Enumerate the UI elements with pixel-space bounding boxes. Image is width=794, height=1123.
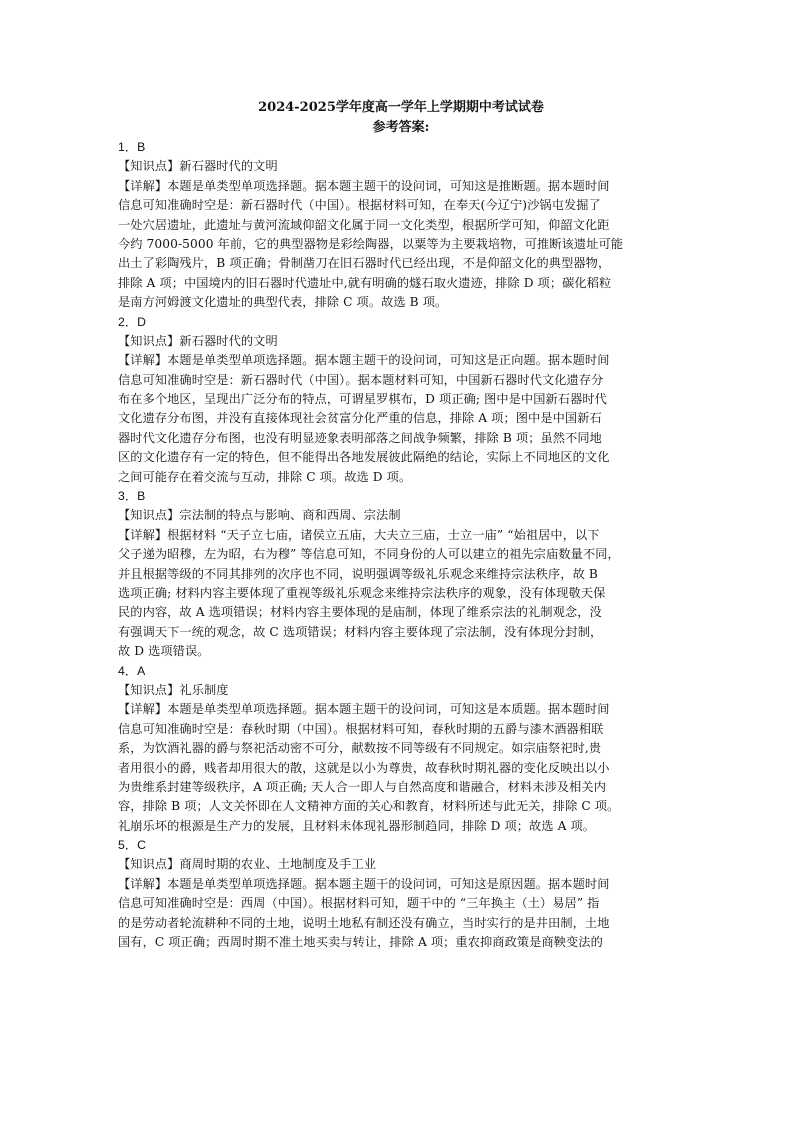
explanation-line: 父子递为昭穆，左为昭，右为穆” 等信息可知，不同身份的人可以建立的祖先宗庙数量不同， xyxy=(118,547,620,562)
explanation-line: 信息可知准确时空是：新石器时代（中国）。根据材料可知，在奉天(今辽宁)沙锅屯发掘了 xyxy=(118,198,601,213)
answer-subtitle: 参考答案: xyxy=(372,120,430,135)
explanation-line: 信息可知准确时空是：新石器时代（中国）。据本题材料可知，中国新石器时代文化遗存分 xyxy=(118,372,604,387)
explanation-line: 排除 A 项；中国境内的旧石器时代遗址中,就有明确的燧石取火遗迹，排除 D 项；碳化稻粒 xyxy=(118,275,612,290)
explanation-line: 为贵维系封建等级秩序，A 项正确; 天人合一即人与自然高度和谐融合，材料未涉及相关内 xyxy=(118,779,606,794)
explanation-line: 的是劳动者轮流耕种不同的土地，说明土地私有制还没有确立，当时实行的是井田制，土地 xyxy=(118,915,610,930)
explanation-line: 出土了彩陶残片，B 项正确；骨制凿刀在旧石器时代已经出现，不是仰韶文化的典型器物， xyxy=(118,256,611,271)
answer-item xyxy=(118,836,684,952)
explanation-line: 器时代文化遗存分布图，也没有明显迹象表明部落之间战争频繁，排除 B 项；虽然不同地 xyxy=(118,430,602,445)
explanation-line: 布在多个地区，呈现出广泛分布的特点，可谓星罗棋布，D 项正确; 图中是中国新石器时代 xyxy=(118,392,607,407)
answer-number: 4．A xyxy=(118,663,146,678)
explanation-line: 信息可知准确时空是：春秋时期（中国）。根据材料可知，春秋时期的五爵与漆木酒器相联 xyxy=(118,721,604,736)
answer-item xyxy=(118,487,684,662)
explanation-line: 礼崩乐坏的根源是生产力的发展，且材料未体现礼器形制趋同，排除 D 项；故选 A 项。 xyxy=(118,818,596,833)
explanation-line: 系，为饮酒礼器的爵与祭祀活动密不可分，献数按不同等级有不同规定。如宗庙祭祀时,贵 xyxy=(118,741,602,756)
answer-item xyxy=(118,313,684,488)
explanation-line: 容，排除 B 项；人文关怀即在人文精神方面的关心和教育，材料所述与此无关，排除 C 项。 xyxy=(118,799,620,814)
explanation-line: 并且根据等级的不同其排列的次序也不同，说明强调等级礼乐观念来维持宗法秩序，故 B xyxy=(118,566,598,581)
explanation-line: 区的文化遗存有一定的特色，但不能得出各地发展彼此隔绝的结论，实际上不同地区的文化 xyxy=(118,450,610,465)
explanation-line: 【详解】本题是单类型单项选择题。据本题主题干的设问词，可知这是正向题。据本题时间 xyxy=(118,353,610,368)
explanation-line: 有强调天下一统的观念，故 C 选项错误；材料内容主要体现了宗法制，没有体现分封制， xyxy=(118,624,603,639)
explanation-line: 【详解】本题是单类型单项选择题。据本题主题干的设问词，可知这是本质题。据本题时间 xyxy=(118,702,610,717)
knowledge-point: 【知识点】礼乐制度 xyxy=(118,682,229,697)
explanation-line: 选项正确; 材料内容主要体现了重视等级礼乐观念来维持宗法秩序的观象，没有体现敬天保 xyxy=(118,585,606,600)
answer-number: 1．B xyxy=(118,140,146,154)
explanation-line: 民的内容，故 A 选项错误；材料内容主要体现的是庙制，体现了维系宗法的礼制观念，没 xyxy=(118,605,602,620)
explanation-line: 【详解】本题是单类型单项选择题。据本题主题干的设问词，可知这是原因题。据本题时间 xyxy=(118,876,610,891)
explanation-line: 之间可能存在着交流与互动，排除 C 项。故选 D 项。 xyxy=(118,469,412,484)
explanation-line: 国有，C 项正确；西周时期不准土地买卖与转让，排除 A 项；重农抑商政策是商鞅变法的 xyxy=(118,935,603,950)
answer-number: 3．B xyxy=(118,489,146,504)
knowledge-point: 【知识点】新石器时代的文明 xyxy=(118,333,278,348)
explanation-line: 者用很小的爵，贱者却用很大的散，这就是以小为尊贵，故春秋时期礼器的变化反映出以小 xyxy=(118,760,610,775)
explanation-line: 文化遗存分布图，并没有直接体现社会贫富分化严重的信息，排除 A 项；图中是中国新石 xyxy=(118,411,602,426)
answer-sheet-page xyxy=(118,98,684,952)
explanation-line: 今约 7000-5000 年前，它的典型器物是彩绘陶器，以粟等为主要栽培物，可推断该遗址可能 xyxy=(118,236,624,251)
explanation-line: 一处穴居遗址，此遗址与黄河流域仰韶文化属于同一文化类型，根据所学可知，仰韶文化距 xyxy=(118,217,610,232)
knowledge-point: 【知识点】商周时期的农业、土地制度及手工业 xyxy=(118,857,377,872)
knowledge-point: 【知识点】宗法制的特点与影响、商和西周、宗法制 xyxy=(118,508,401,523)
exam-title: 2024-2025学年度高一学年上学期期中考试试卷 xyxy=(258,100,544,115)
answer-item xyxy=(118,662,684,837)
answer-number: 2．D xyxy=(118,314,147,329)
explanation-line: 【详解】根据材料 “天子立七庙，诸侯立五庙，大夫立三庙，士立一庙” “始祖居中，以下 xyxy=(118,527,600,542)
answer-content xyxy=(118,138,684,952)
explanation-line: 【详解】本题是单类型单项选择题。据本题主题干的设问词，可知这是推断题。据本题时间 xyxy=(118,178,610,193)
answer-number: 5．C xyxy=(118,838,147,853)
answer-item xyxy=(118,138,684,313)
knowledge-point: 【知识点】新石器时代的文明 xyxy=(118,159,278,174)
explanation-line: 故 D 选项错误。 xyxy=(118,644,210,659)
explanation-line: 信息可知准确时空是：西周（中国）。根据材料可知，题干中的 “三年换主（土）易居” 指 xyxy=(118,896,600,911)
explanation-line: 是南方河姆渡文化遗址的典型代表，排除 C 项。故选 B 项。 xyxy=(118,295,448,310)
